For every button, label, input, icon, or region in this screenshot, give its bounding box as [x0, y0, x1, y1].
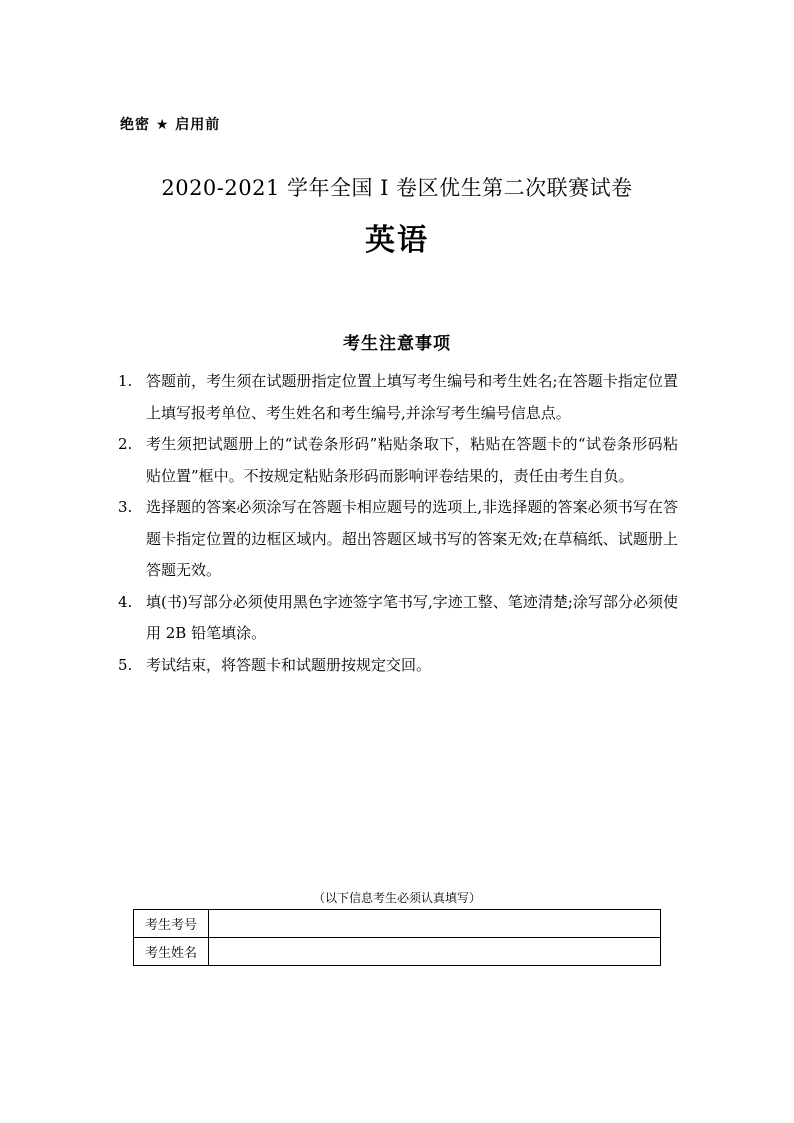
- notice-item-text: 选择题的答案必须涂写在答题卡相应题号的选项上,非选择题的答案必须书写在答题卡指定位置的边框区域内。超出答题区域书写的答案无效;在草稿纸、试题册上答题无效。: [146, 498, 678, 579]
- notice-item-2: [118, 429, 678, 492]
- info-table-caption: （以下信息考生必须认真填写）: [312, 891, 481, 905]
- candidate-name-field[interactable]: [209, 938, 661, 966]
- notice-item-text: 考试结束，将答题卡和试题册按规定交回。: [146, 655, 432, 674]
- notice-item-number: 5.: [118, 655, 133, 674]
- candidate-name-label: 考生姓名: [134, 938, 209, 966]
- notice-item-text: 填(书)写部分必须使用黑色字迹签字笔书写,字迹工整、笔迹清楚;涂写部分必须使用 2B 铅笔填涂。: [146, 592, 678, 642]
- notice-item-number: 2.: [118, 435, 133, 453]
- notice-heading: 考生注意事项: [343, 334, 451, 354]
- notice-item-1: [118, 366, 678, 429]
- notice-item-number: 4.: [118, 592, 133, 611]
- subject-title: 英语: [365, 223, 429, 258]
- candidate-number-label: 考生考号: [134, 910, 209, 938]
- candidate-number-field[interactable]: [209, 910, 661, 938]
- notice-list: [118, 366, 678, 681]
- notice-item-text: 考生须把试题册上的“试卷条形码”粘贴条取下，粘贴在答题卡的“试卷条形码粘贴位置”框中。不按规定粘贴条形码而影响评卷结果的，责任由考生自负。: [146, 435, 678, 485]
- notice-item-4: [118, 587, 678, 650]
- candidate-info-table: [133, 909, 661, 966]
- notice-item-text: 答题前，考生须在试题册指定位置上填写考生编号和考生姓名;在答题卡指定位置上填写报考单位、考生姓名和考生编号,并涂写考生编号信息点。: [146, 372, 678, 422]
- table-row: [134, 910, 661, 938]
- exam-title: 2020-2021 学年全国 I 卷区优生第二次联赛试卷: [161, 176, 633, 200]
- notice-item-number: 1.: [118, 372, 133, 390]
- notice-item-3: [118, 492, 678, 587]
- confidentiality-mark: 绝密 ★ 启用前: [120, 117, 221, 133]
- table-row: [134, 938, 661, 966]
- notice-item-5: [118, 650, 678, 682]
- notice-item-number: 3.: [118, 498, 133, 516]
